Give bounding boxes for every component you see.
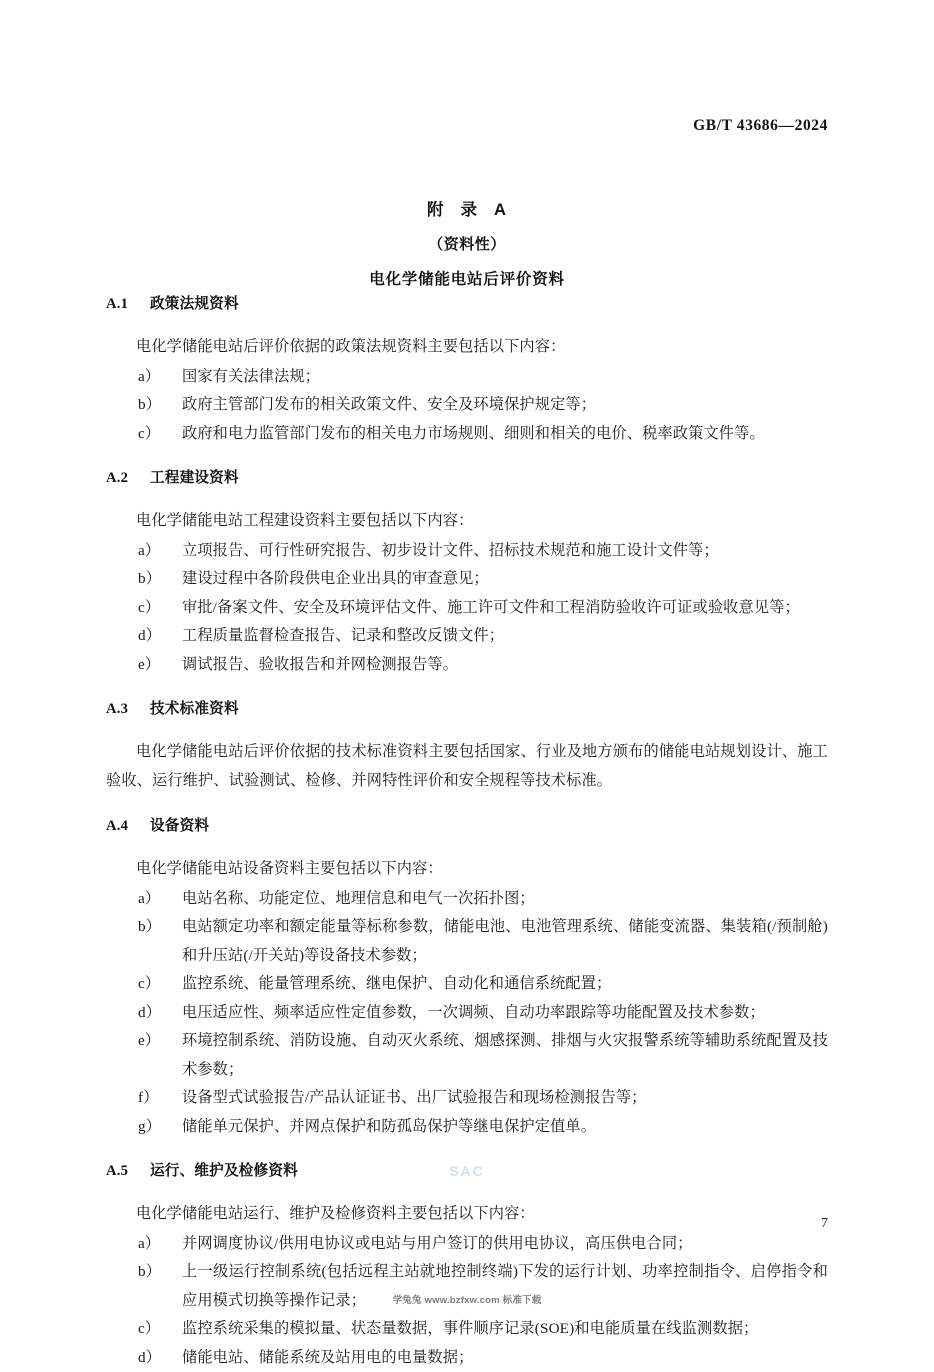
- section-a3-number: A.3: [106, 701, 150, 718]
- section-a4-number: A.4: [106, 818, 150, 835]
- list-marker: e）: [138, 651, 160, 680]
- list-text: 立项报告、可行性研究报告、初步设计文件、招标技术规范和施工设计文件等；: [182, 542, 719, 559]
- list-item: [106, 622, 828, 651]
- section-a1-number: A.1: [106, 296, 150, 313]
- section-a4-heading: [106, 814, 828, 835]
- list-item: [106, 1084, 828, 1113]
- watermark-suffix: 标准下载: [503, 1295, 542, 1306]
- list-text: 电站名称、功能定位、地理信息和电气一次拓扑图；: [182, 890, 535, 907]
- list-marker: g）: [138, 1113, 161, 1142]
- section-a2-intro: 电化学储能电站工程建设资料主要包括以下内容：: [106, 507, 828, 536]
- section-a5-number: A.5: [106, 1163, 150, 1180]
- list-item: [106, 565, 828, 594]
- list-marker: b）: [138, 1258, 161, 1287]
- list-marker: b）: [138, 565, 161, 594]
- list-item: [106, 420, 828, 449]
- list-text: 审批/备案文件、安全及环境评估文件、施工许可文件和工程消防验收许可证或验收意见等；: [182, 599, 800, 616]
- list-item: [106, 999, 828, 1028]
- section-a5-heading: [106, 1159, 828, 1180]
- list-marker: a）: [138, 363, 160, 392]
- list-item: [106, 1344, 828, 1372]
- list-marker: c）: [138, 420, 160, 449]
- running-header: [106, 117, 828, 135]
- list-item: [106, 1315, 828, 1344]
- list-marker: a）: [138, 1230, 160, 1259]
- section-a2-heading: [106, 466, 828, 487]
- list-item: [106, 594, 828, 623]
- section-a5-intro: 电化学储能电站运行、维护及检修资料主要包括以下内容：: [106, 1200, 828, 1229]
- list-item: [106, 537, 828, 566]
- section-a1-intro: 电化学储能电站后评价依据的政策法规资料主要包括以下内容：: [106, 333, 828, 362]
- document-body: [106, 292, 828, 1372]
- section-a1-heading: [106, 292, 828, 313]
- annex-label: [106, 196, 828, 220]
- list-text: 监控系统采集的模拟量、状态量数据，事件顺序记录(SOE)和电能质量在线监测数据；: [182, 1320, 758, 1337]
- list-text: 环境控制系统、消防设施、自动灭火系统、烟感探测、排烟与火灾报警系统等辅助系统配置及技术参数；: [182, 1032, 828, 1078]
- list-text: 调试报告、验收报告和并网检测报告等。: [182, 656, 458, 673]
- list-text: 建设过程中各阶段供电企业出具的审查意见；: [182, 570, 489, 587]
- section-a4-intro: 电化学储能电站设备资料主要包括以下内容：: [106, 855, 828, 884]
- section-a5-title: 运行、维护及检修资料: [150, 1163, 298, 1179]
- section-a1: [106, 292, 828, 466]
- section-a3: [106, 697, 828, 814]
- list-item: [106, 1258, 828, 1315]
- sac-watermark: SAC: [0, 1163, 934, 1179]
- list-marker: a）: [138, 537, 160, 566]
- annex-title-block: [106, 196, 828, 289]
- list-item: [106, 651, 828, 680]
- list-marker: d）: [138, 622, 161, 651]
- section-a1-title: 政策法规资料: [150, 296, 239, 312]
- annex-label-prefix: 附: [427, 201, 445, 219]
- list-text: 国家有关法律法规；: [182, 368, 320, 385]
- list-text: 上一级运行控制系统(包括远程主站就地控制终端)下发的运行计划、功率控制指令、启停指令和应用模式切换等操作记录；: [182, 1263, 828, 1309]
- list-marker: c）: [138, 594, 160, 623]
- watermark-site-name: 学兔兔: [393, 1295, 422, 1306]
- annex-name: 电化学储能电站后评价资料: [106, 267, 828, 289]
- download-site-watermark: [0, 1292, 934, 1306]
- list-text: 设备型式试验报告/产品认证证书、出厂试验报告和现场检测报告等；: [182, 1089, 647, 1106]
- list-item: [106, 885, 828, 914]
- list-item: [106, 1113, 828, 1142]
- section-a5: [106, 1159, 828, 1372]
- page-number: 7: [106, 1216, 828, 1232]
- section-a3-intro: 电化学储能电站后评价依据的技术标准资料主要包括国家、行业及地方颁布的储能电站规划设计、施工验收、运行维护、试验测试、检修、并网特性评价和安全规程等技术标准。: [106, 738, 828, 795]
- list-text: 工程质量监督检查报告、记录和整改反馈文件；: [182, 627, 504, 644]
- list-text: 政府主管部门发布的相关政策文件、安全及环境保护规定等；: [182, 396, 596, 413]
- list-text: 电站额定功率和额定能量等标称参数，储能电池、电池管理系统、储能变流器、集装箱(/预制舱)和升压站(/开关站)等设备技术参数；: [182, 918, 828, 964]
- annex-kind: （资料性）: [106, 233, 828, 254]
- list-text: 储能单元保护、并网点保护和防孤岛保护等继电保护定值单。: [182, 1118, 596, 1135]
- list-marker: c）: [138, 1315, 160, 1344]
- list-item: [106, 363, 828, 392]
- list-marker: b）: [138, 391, 161, 420]
- list-item: [106, 913, 828, 970]
- list-marker: a）: [138, 885, 160, 914]
- list-item: [106, 1230, 828, 1259]
- list-marker: d）: [138, 1344, 161, 1372]
- section-a4-list: [106, 885, 828, 1142]
- section-a3-heading: [106, 697, 828, 718]
- list-text: 政府和电力监管部门发布的相关电力市场规则、细则和相关的电价、税率政策文件等。: [182, 425, 765, 442]
- watermark-url: www.bzfxw.com: [425, 1295, 500, 1306]
- list-text: 并网调度协议/供用电协议或电站与用户签订的供用电协议，高压供电合同；: [182, 1235, 693, 1252]
- section-a4-title: 设备资料: [150, 818, 209, 834]
- list-text: 监控系统、能量管理系统、继电保护、自动化和通信系统配置；: [182, 975, 611, 992]
- list-marker: e）: [138, 1027, 160, 1056]
- section-a2-title: 工程建设资料: [150, 470, 239, 486]
- list-item: [106, 970, 828, 999]
- list-item: [106, 391, 828, 420]
- section-a2: [106, 466, 828, 697]
- section-a3-title: 技术标准资料: [150, 701, 239, 717]
- standard-number: GB/T 43686—2024: [693, 117, 828, 134]
- section-a2-list: [106, 537, 828, 680]
- annex-label-letter: A: [494, 201, 507, 219]
- section-a4: [106, 814, 828, 1159]
- list-marker: b）: [138, 913, 161, 942]
- list-item: [106, 1027, 828, 1084]
- section-a2-number: A.2: [106, 470, 150, 487]
- list-text: 储能电站、储能系统及站用电的电量数据；: [182, 1349, 473, 1366]
- list-marker: f）: [138, 1084, 159, 1113]
- list-marker: d）: [138, 999, 161, 1028]
- section-a1-list: [106, 363, 828, 449]
- list-marker: c）: [138, 970, 160, 999]
- annex-label-mid: 录: [461, 201, 479, 219]
- list-text: 电压适应性、频率适应性定值参数，一次调频、自动功率跟踪等功能配置及技术参数；: [182, 1004, 765, 1021]
